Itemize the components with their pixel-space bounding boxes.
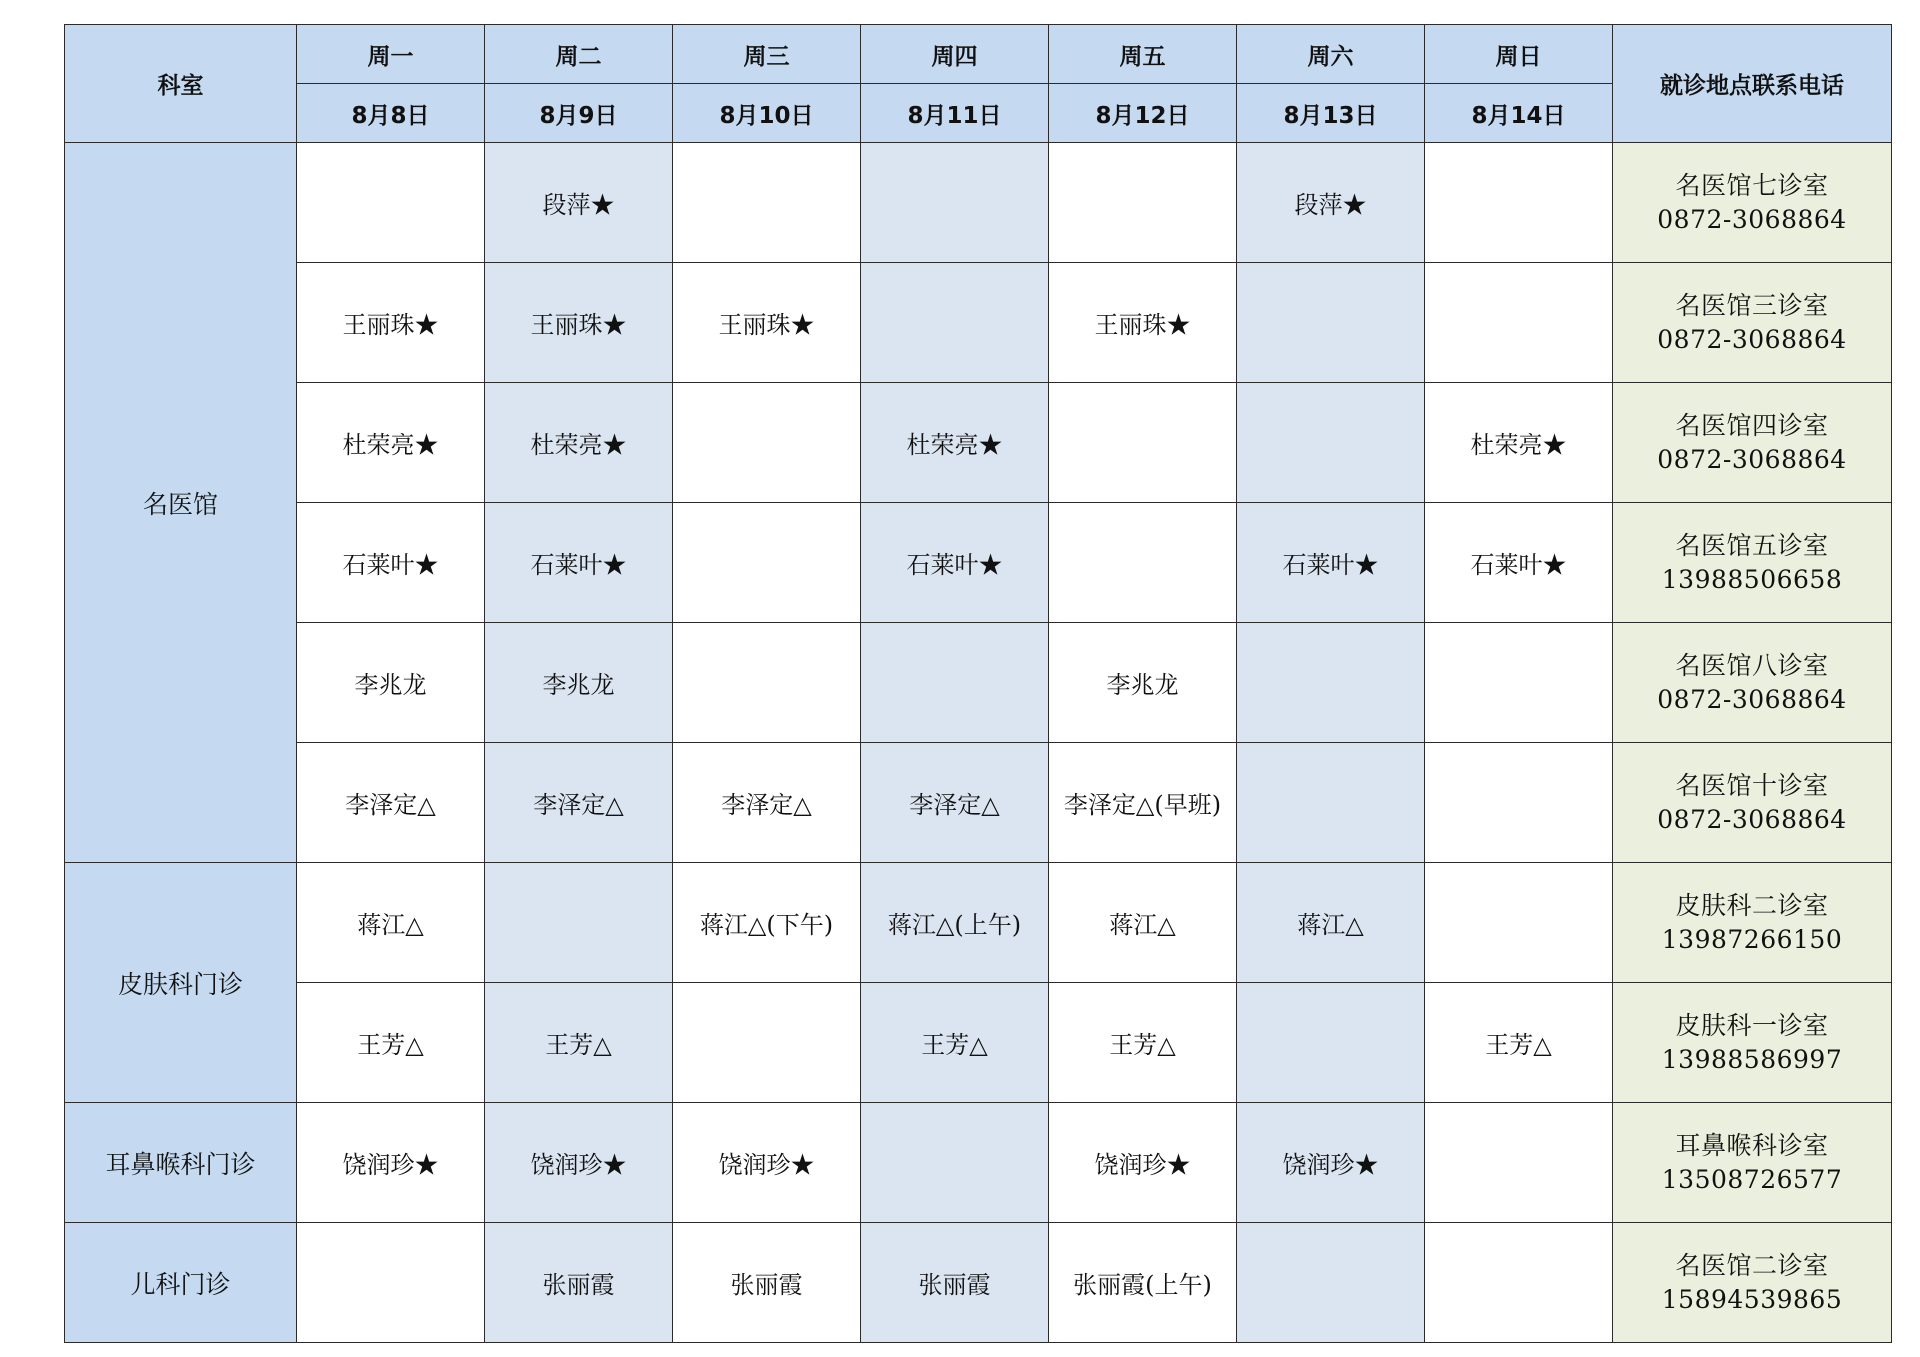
doctor-shift-cell: 王丽珠★ bbox=[297, 263, 485, 383]
schedule-row bbox=[65, 383, 1892, 503]
doctor-shift-cell bbox=[861, 143, 1049, 263]
clinic-phone: 13508726577 bbox=[1661, 1164, 1843, 1194]
schedule-body bbox=[65, 143, 1892, 1343]
clinic-room: 名医馆四诊室 bbox=[1675, 410, 1829, 440]
doctor-shift-cell bbox=[1237, 983, 1425, 1103]
date-header: 8月12日 bbox=[1049, 84, 1237, 143]
doctor-shift-cell bbox=[1049, 503, 1237, 623]
schedule-row bbox=[65, 263, 1892, 383]
doctor-shift-cell: 杜荣亮★ bbox=[1425, 383, 1613, 503]
doctor-shift-cell: 蒋江△ bbox=[1237, 863, 1425, 983]
doctor-shift-cell: 蒋江△(上午) bbox=[861, 863, 1049, 983]
doctor-shift-cell bbox=[1237, 263, 1425, 383]
doctor-shift-cell: 饶润珍★ bbox=[1049, 1103, 1237, 1223]
clinic-contact-cell bbox=[1613, 743, 1892, 863]
clinic-contact-cell bbox=[1613, 1103, 1892, 1223]
date-header: 8月13日 bbox=[1237, 84, 1425, 143]
doctor-shift-cell: 王芳△ bbox=[1049, 983, 1237, 1103]
doctor-shift-cell bbox=[1237, 1223, 1425, 1343]
doctor-shift-cell: 蒋江△ bbox=[297, 863, 485, 983]
schedule-row bbox=[65, 743, 1892, 863]
clinic-phone: 0872-3068864 bbox=[1657, 444, 1847, 474]
department-name: 皮肤科门诊 bbox=[65, 863, 297, 1103]
doctor-shift-cell: 饶润珍★ bbox=[297, 1103, 485, 1223]
doctor-shift-cell bbox=[1425, 623, 1613, 743]
duty-schedule-table bbox=[64, 24, 1892, 1343]
doctor-shift-cell bbox=[297, 1223, 485, 1343]
doctor-shift-cell bbox=[297, 143, 485, 263]
schedule-row bbox=[65, 503, 1892, 623]
doctor-shift-cell bbox=[1237, 623, 1425, 743]
header-row-weekdays bbox=[65, 25, 1892, 84]
clinic-phone: 0872-3068864 bbox=[1657, 324, 1847, 354]
doctor-shift-cell bbox=[485, 863, 673, 983]
clinic-phone: 13988586997 bbox=[1661, 1044, 1843, 1074]
schedule-row bbox=[65, 863, 1892, 983]
doctor-shift-cell: 石莱叶★ bbox=[485, 503, 673, 623]
clinic-room: 名医馆十诊室 bbox=[1675, 770, 1829, 800]
clinic-room: 名医馆八诊室 bbox=[1675, 650, 1829, 680]
weekday-header: 周一 bbox=[297, 25, 485, 84]
doctor-shift-cell bbox=[1425, 743, 1613, 863]
clinic-room: 名医馆五诊室 bbox=[1675, 530, 1829, 560]
doctor-shift-cell bbox=[1425, 263, 1613, 383]
date-header: 8月11日 bbox=[861, 84, 1049, 143]
doctor-shift-cell: 石莱叶★ bbox=[1425, 503, 1613, 623]
doctor-shift-cell: 李泽定△ bbox=[673, 743, 861, 863]
contact-column-header: 就诊地点联系电话 bbox=[1613, 25, 1892, 143]
clinic-phone: 0872-3068864 bbox=[1657, 204, 1847, 234]
clinic-room: 名医馆七诊室 bbox=[1675, 170, 1829, 200]
date-header: 8月14日 bbox=[1425, 84, 1613, 143]
clinic-room: 名医馆三诊室 bbox=[1675, 290, 1829, 320]
doctor-shift-cell bbox=[861, 623, 1049, 743]
doctor-shift-cell: 饶润珍★ bbox=[673, 1103, 861, 1223]
schedule-row bbox=[65, 983, 1892, 1103]
date-header: 8月9日 bbox=[485, 84, 673, 143]
doctor-shift-cell: 王丽珠★ bbox=[673, 263, 861, 383]
doctor-shift-cell: 李兆龙 bbox=[485, 623, 673, 743]
clinic-room: 耳鼻喉科诊室 bbox=[1675, 1130, 1829, 1160]
clinic-phone: 0872-3068864 bbox=[1657, 684, 1847, 714]
doctor-shift-cell bbox=[861, 263, 1049, 383]
doctor-shift-cell: 李泽定△ bbox=[297, 743, 485, 863]
doctor-shift-cell bbox=[673, 983, 861, 1103]
weekday-header: 周五 bbox=[1049, 25, 1237, 84]
doctor-shift-cell: 石莱叶★ bbox=[297, 503, 485, 623]
clinic-room: 皮肤科二诊室 bbox=[1675, 890, 1829, 920]
doctor-shift-cell: 段萍★ bbox=[1237, 143, 1425, 263]
department-name: 儿科门诊 bbox=[65, 1223, 297, 1343]
doctor-shift-cell bbox=[1425, 1103, 1613, 1223]
schedule-row bbox=[65, 1223, 1892, 1343]
clinic-room: 名医馆二诊室 bbox=[1675, 1250, 1829, 1280]
doctor-shift-cell: 王丽珠★ bbox=[485, 263, 673, 383]
doctor-shift-cell: 杜荣亮★ bbox=[485, 383, 673, 503]
doctor-shift-cell: 张丽霞(上午) bbox=[1049, 1223, 1237, 1343]
clinic-phone: 0872-3068864 bbox=[1657, 804, 1847, 834]
doctor-shift-cell bbox=[1425, 143, 1613, 263]
doctor-shift-cell bbox=[673, 503, 861, 623]
clinic-phone: 13987266150 bbox=[1661, 924, 1843, 954]
weekday-header: 周六 bbox=[1237, 25, 1425, 84]
doctor-shift-cell: 李泽定△ bbox=[485, 743, 673, 863]
clinic-room: 皮肤科一诊室 bbox=[1675, 1010, 1829, 1040]
doctor-shift-cell: 张丽霞 bbox=[861, 1223, 1049, 1343]
doctor-shift-cell bbox=[1237, 383, 1425, 503]
doctor-shift-cell: 蒋江△ bbox=[1049, 863, 1237, 983]
schedule-row bbox=[65, 143, 1892, 263]
doctor-shift-cell: 饶润珍★ bbox=[1237, 1103, 1425, 1223]
doctor-shift-cell: 饶润珍★ bbox=[485, 1103, 673, 1223]
weekday-header: 周四 bbox=[861, 25, 1049, 84]
doctor-shift-cell bbox=[861, 1103, 1049, 1223]
doctor-shift-cell bbox=[1049, 383, 1237, 503]
clinic-contact-cell bbox=[1613, 263, 1892, 383]
weekday-header: 周二 bbox=[485, 25, 673, 84]
doctor-shift-cell bbox=[1425, 1223, 1613, 1343]
clinic-phone: 13988506658 bbox=[1661, 564, 1843, 594]
weekday-header: 周三 bbox=[673, 25, 861, 84]
doctor-shift-cell: 王芳△ bbox=[1425, 983, 1613, 1103]
doctor-shift-cell: 石莱叶★ bbox=[861, 503, 1049, 623]
doctor-shift-cell: 王丽珠★ bbox=[1049, 263, 1237, 383]
doctor-shift-cell bbox=[673, 623, 861, 743]
doctor-shift-cell: 李兆龙 bbox=[297, 623, 485, 743]
department-name: 耳鼻喉科门诊 bbox=[65, 1103, 297, 1223]
clinic-contact-cell bbox=[1613, 623, 1892, 743]
doctor-shift-cell: 李泽定△ bbox=[861, 743, 1049, 863]
clinic-contact-cell bbox=[1613, 503, 1892, 623]
schedule-header bbox=[65, 25, 1892, 143]
doctor-shift-cell: 王芳△ bbox=[861, 983, 1049, 1103]
doctor-shift-cell bbox=[1425, 863, 1613, 983]
doctor-shift-cell: 李兆龙 bbox=[1049, 623, 1237, 743]
doctor-shift-cell: 张丽霞 bbox=[673, 1223, 861, 1343]
clinic-contact-cell bbox=[1613, 1223, 1892, 1343]
doctor-shift-cell bbox=[1049, 143, 1237, 263]
doctor-shift-cell: 李泽定△(早班) bbox=[1049, 743, 1237, 863]
clinic-phone: 15894539865 bbox=[1661, 1284, 1843, 1314]
schedule-row bbox=[65, 623, 1892, 743]
doctor-shift-cell: 张丽霞 bbox=[485, 1223, 673, 1343]
clinic-contact-cell bbox=[1613, 143, 1892, 263]
clinic-contact-cell bbox=[1613, 863, 1892, 983]
date-header: 8月10日 bbox=[673, 84, 861, 143]
doctor-shift-cell bbox=[1237, 743, 1425, 863]
doctor-shift-cell: 段萍★ bbox=[485, 143, 673, 263]
doctor-shift-cell bbox=[673, 383, 861, 503]
clinic-contact-cell bbox=[1613, 383, 1892, 503]
doctor-shift-cell: 石莱叶★ bbox=[1237, 503, 1425, 623]
doctor-shift-cell: 杜荣亮★ bbox=[297, 383, 485, 503]
doctor-shift-cell: 王芳△ bbox=[485, 983, 673, 1103]
weekday-header: 周日 bbox=[1425, 25, 1613, 84]
date-header: 8月8日 bbox=[297, 84, 485, 143]
doctor-shift-cell bbox=[673, 143, 861, 263]
doctor-shift-cell: 杜荣亮★ bbox=[861, 383, 1049, 503]
department-name: 名医馆 bbox=[65, 143, 297, 863]
doctor-shift-cell: 蒋江△(下午) bbox=[673, 863, 861, 983]
doctor-shift-cell: 王芳△ bbox=[297, 983, 485, 1103]
schedule-row bbox=[65, 1103, 1892, 1223]
department-column-header: 科室 bbox=[65, 25, 297, 143]
clinic-contact-cell bbox=[1613, 983, 1892, 1103]
